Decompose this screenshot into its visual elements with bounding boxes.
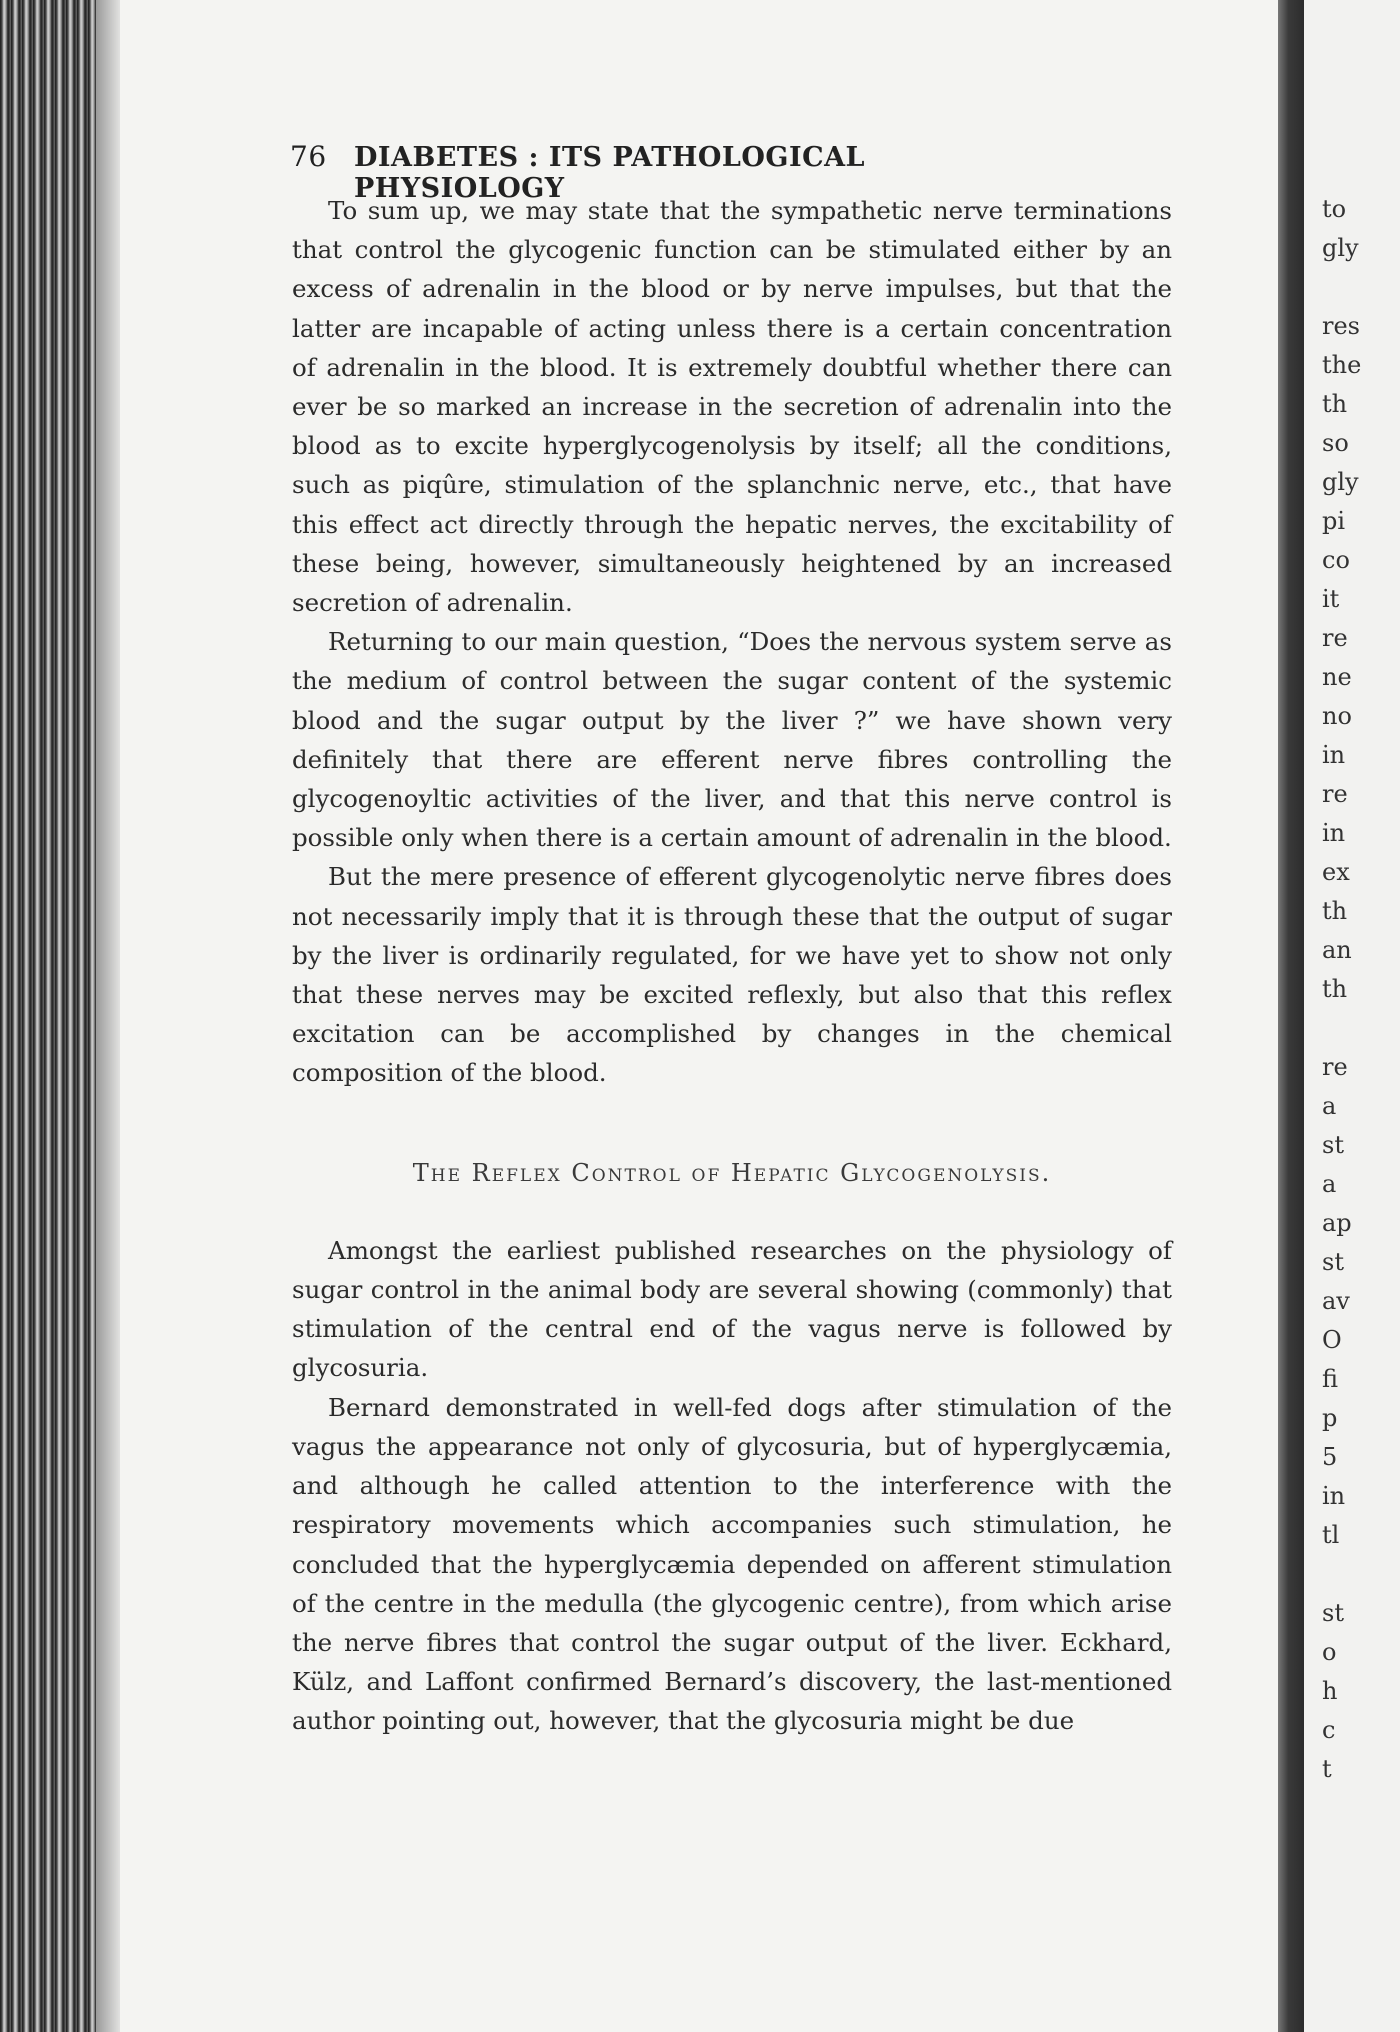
facing-line-fragment: re	[1322, 624, 1348, 652]
paragraph: Bernard demonstrated in well-fed dogs after stimulation of the vagus the appearance not only of glycosuria, but of hyperglycæmia, and although he called attention to the interference with the respiratory movements which accompanies such stimulation, he concluded that the hyperglycæmia depended on afferent stimulation of the centre in the medulla (the glycogenic centre), from which arise the nerve fibres that control the sugar output of the liver. Eckhard, Külz, and Laffont confirmed Bernard’s discovery, the last-mentioned author pointing out, however, that the glycosuria might be due	[292, 1392, 1172, 1736]
facing-line-fragment	[1322, 1555, 1361, 1594]
facing-line-fragment: co	[1322, 546, 1350, 574]
paragraph: To sum up, we may state that the sympathetic nerve terminations that control the glycogenic function can be stimulated either by an excess of adrenalin in the blood or by nerve impulses, but that the latter are incapable of acting unless there is a certain concentration of adrenalin in the blood. It is extremely doubtful whether there can ever be so marked an increase in the secretion of adrenalin into the blood as to excite hyperglycogenolysis by itself; all the conditions, such as piqûre, stimulation of the splanchnic nerve, etc., that have this effect act directly through the hepatic nerves, the excitability of these being, however, simultaneously heightened by an increased secretion of adrenalin.	[292, 196, 1172, 618]
facing-line-fragment	[1322, 268, 1361, 307]
facing-line-fragment: to	[1322, 195, 1347, 223]
facing-line-fragment: O	[1322, 1326, 1342, 1354]
facing-line-fragment: st	[1322, 1131, 1344, 1159]
facing-line-fragment: ex	[1322, 858, 1350, 886]
facing-line-fragment: in	[1322, 1482, 1346, 1510]
section-heading: The Reflex Control of Hepatic Glycogenolysis.	[412, 1158, 1052, 1187]
facing-line-fragment: h	[1322, 1677, 1338, 1705]
facing-line-fragment: t	[1322, 1755, 1332, 1783]
facing-line-fragment: ap	[1322, 1209, 1352, 1237]
facing-line-fragment: so	[1322, 429, 1349, 457]
facing-line-fragment: 5	[1322, 1443, 1338, 1471]
book-spine-edge	[0, 0, 96, 2032]
facing-line-fragment: pi	[1322, 507, 1346, 535]
facing-line-fragment: th	[1322, 897, 1348, 925]
facing-line-fragment: p	[1322, 1404, 1338, 1432]
facing-line-fragment	[1322, 1009, 1361, 1048]
facing-line-fragment: st	[1322, 1599, 1344, 1627]
facing-page	[1304, 0, 1400, 2032]
facing-line-fragment: tl	[1322, 1521, 1340, 1549]
facing-line-fragment: th	[1322, 975, 1348, 1003]
facing-line-fragment: a	[1322, 1170, 1337, 1198]
facing-line-fragment: the	[1322, 351, 1362, 379]
facing-line-fragment: res	[1322, 312, 1360, 340]
paragraph: Amongst the earliest published researches on the physiology of sugar control in the animal body are several showing (commonly) that stimulation of the central end of the vagus nerve is followed by glycosuria.	[292, 1235, 1172, 1383]
facing-line-fragment: th	[1322, 390, 1348, 418]
facing-page-text	[1322, 190, 1361, 1789]
facing-line-fragment: o	[1322, 1638, 1337, 1666]
facing-line-fragment: fi	[1322, 1365, 1339, 1393]
facing-line-fragment: gly	[1322, 234, 1359, 262]
facing-line-fragment: a	[1322, 1092, 1337, 1120]
facing-line-fragment: no	[1322, 702, 1352, 730]
book-gutter	[1278, 0, 1304, 2032]
facing-line-fragment: re	[1322, 780, 1348, 808]
facing-line-fragment: c	[1322, 1716, 1336, 1744]
facing-line-fragment: an	[1322, 936, 1352, 964]
facing-line-fragment: ne	[1322, 663, 1352, 691]
paragraph: Returning to our main question, “Does the nervous system serve as the medium of control between the sugar content of the systemic blood and the sugar output by the liver ?” we have shown very definitely that there are efferent nerve fibres controlling the glycogenoyltic activities of the liver, and that this nerve control is possible only when there is a certain amount of adrenalin in the blood.	[292, 627, 1172, 853]
facing-line-fragment: gly	[1322, 468, 1359, 496]
running-head-title: DIABETES : ITS PATHOLOGICAL PHYSIOLOGY	[354, 142, 865, 204]
facing-line-fragment: in	[1322, 741, 1346, 769]
body-text	[292, 191, 1172, 1741]
facing-line-fragment: re	[1322, 1053, 1348, 1081]
facing-line-fragment: av	[1322, 1287, 1350, 1315]
paragraph: But the mere presence of efferent glycogenolytic nerve fibres does not necessarily imply that it is through these that the output of sugar by the liver is ordinarily regulated, for we have yet to show not only that these nerves may be excited reflexly, but also that this reflex excitation can be accomplished by changes in the chemical composition of the blood.	[292, 862, 1172, 1088]
facing-line-fragment: st	[1322, 1248, 1344, 1276]
facing-line-fragment: in	[1322, 819, 1346, 847]
facing-line-fragment: it	[1322, 585, 1340, 613]
page-number: 76	[290, 140, 327, 173]
